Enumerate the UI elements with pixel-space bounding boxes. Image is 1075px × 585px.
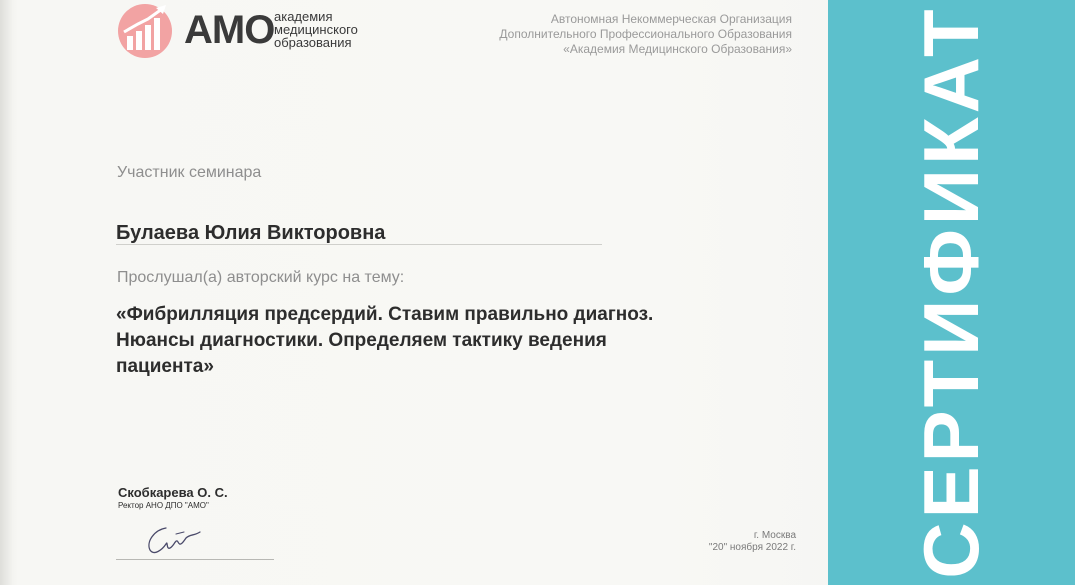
course-label: Прослушал(а) авторский курс на тему:: [117, 269, 405, 286]
signature-icon: [140, 520, 210, 560]
course-title: [116, 302, 706, 380]
signer-role: Ректор АНО ДПО "АМО": [118, 501, 209, 510]
certificate-title: СЕРТИФИКАТ: [907, 5, 995, 579]
place-and-date: [709, 530, 796, 554]
paper-edge: [0, 0, 12, 585]
organization-header: [499, 12, 792, 57]
name-underline: [116, 244, 602, 245]
logo-text: [274, 10, 358, 49]
amo-logo: [116, 2, 366, 60]
course-title-line-3: пациента»: [116, 356, 214, 377]
organization-line-2: Дополнительного Профессионального Образования: [499, 27, 792, 41]
participant-label: Участник семинара: [117, 164, 262, 181]
signature-line: [116, 559, 274, 560]
logo-line-1: академия: [274, 9, 333, 24]
course-title-line-1: «Фибрилляция предсердий. Ставим правильно диагноз.: [116, 304, 654, 325]
organization-line-1: Автономная Некоммерческая Организация: [550, 12, 792, 26]
organization-line-3: «Академия Медицинского Образования»: [563, 42, 792, 56]
course-title-line-2: Нюансы диагностики. Определяем тактику ведения: [116, 330, 607, 351]
logo-abbreviation: АМО: [184, 8, 275, 52]
issue-date: "20" ноября 2022 г.: [708, 542, 796, 553]
logo-line-3: образования: [274, 35, 352, 50]
participant-name: Булаева Юлия Викторовна: [116, 222, 386, 244]
amo-logo-mark-icon: [116, 2, 176, 60]
city: г. Москва: [753, 530, 796, 541]
logo-line-2: медицинского: [274, 22, 358, 37]
signer-name: Скобкарева О. С.: [118, 485, 228, 500]
